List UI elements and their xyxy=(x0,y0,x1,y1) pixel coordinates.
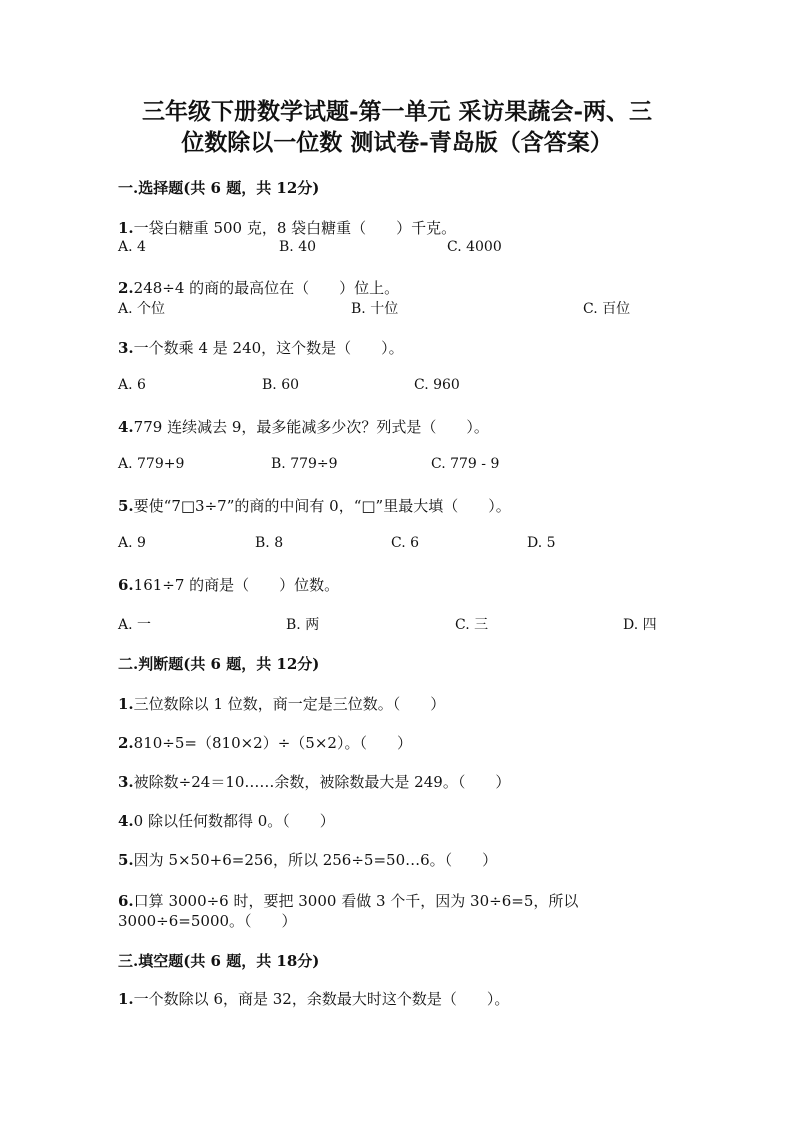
question-text: 779 连续减去 9，最多能减多少次？列式是（ ）。 xyxy=(133,418,489,436)
option-a: A. 779+9 xyxy=(118,456,185,472)
question-number: 1. xyxy=(118,990,134,1008)
section-heading-judgement: 二.判断题(共 6 题，共 12分) xyxy=(118,655,320,673)
question-text: 810÷5=（810×2）÷（5×2）。（ ） xyxy=(133,734,412,752)
question-judgement-3 xyxy=(118,771,510,792)
question-number: 1. xyxy=(118,219,134,237)
question-text: 一个数乘 4 是 240，这个数是（ ）。 xyxy=(133,339,404,357)
option-b: B. 十位 xyxy=(351,301,399,317)
question-text: 三位数除以 1 位数，商一定是三位数。（ ） xyxy=(133,695,446,713)
question-judgement-6 xyxy=(118,890,578,911)
question-text: 口算 3000÷6 时，要把 3000 看做 3 个千，因为 30÷6=5，所以 xyxy=(133,892,579,910)
question-number: 6. xyxy=(118,892,134,910)
option-a: A. 4 xyxy=(118,239,146,255)
question-choice-6 xyxy=(118,574,339,595)
option-a: A. 6 xyxy=(118,377,146,393)
section-heading-fill: 三.填空题(共 6 题，共 18分) xyxy=(118,952,320,970)
question-number: 6. xyxy=(118,576,134,594)
question-text: 要使“7□3÷7”的商的中间有 0，“□”里最大填（ ）。 xyxy=(133,497,511,515)
question-number: 4. xyxy=(118,418,134,436)
question-judgement-4 xyxy=(118,810,335,831)
option-a: A. 一 xyxy=(118,617,152,633)
question-number: 4. xyxy=(118,812,134,830)
option-c: C. 6 xyxy=(391,535,420,551)
option-c: C. 4000 xyxy=(447,239,502,255)
question-judgement-2 xyxy=(118,732,412,753)
question-number: 3. xyxy=(118,773,134,791)
question-choice-5 xyxy=(118,495,511,516)
question-number: 1. xyxy=(118,695,134,713)
question-number: 2. xyxy=(118,279,134,297)
option-d: D. 5 xyxy=(527,535,556,551)
option-d: D. 四 xyxy=(623,617,657,633)
question-choice-2 xyxy=(118,277,399,298)
question-fill-1 xyxy=(118,988,509,1009)
question-choice-4 xyxy=(118,416,489,437)
exam-title-line-2: 位数除以一位数 测试卷-青岛版（含答案） xyxy=(181,129,613,156)
option-a: A. 个位 xyxy=(118,301,166,317)
question-text: 被除数÷24＝10……余数，被除数最大是 249。（ ） xyxy=(133,773,511,791)
question-text: 161÷7 的商是（ ）位数。 xyxy=(133,576,340,594)
option-c: C. 百位 xyxy=(583,301,631,317)
option-b: B. 60 xyxy=(262,377,300,393)
question-number: 5. xyxy=(118,497,134,515)
question-text: 248÷4 的商的最高位在（ ）位上。 xyxy=(133,279,400,297)
question-text: 一袋白糖重 500 克，8 袋白糖重（ ）千克。 xyxy=(133,219,457,237)
question-judgement-5 xyxy=(118,849,497,870)
option-b: B. 8 xyxy=(255,535,284,551)
question-text: 因为 5×50+6=256，所以 256÷5=50…6。（ ） xyxy=(133,851,498,869)
option-a: A. 9 xyxy=(118,535,146,551)
question-number: 2. xyxy=(118,734,134,752)
option-c: C. 779 - 9 xyxy=(431,456,500,472)
question-choice-1 xyxy=(118,217,456,238)
section-heading-choice: 一.选择题(共 6 题，共 12分) xyxy=(118,179,320,197)
option-b: B. 两 xyxy=(286,617,320,633)
option-c: C. 三 xyxy=(455,617,489,633)
question-number: 5. xyxy=(118,851,134,869)
question-judgement-1 xyxy=(118,693,445,714)
option-b: B. 779÷9 xyxy=(271,456,338,472)
question-choice-3 xyxy=(118,337,404,358)
question-text: 0 除以任何数都得 0。（ ） xyxy=(133,812,335,830)
question-text: 一个数除以 6，商是 32，余数最大时这个数是（ ）。 xyxy=(133,990,510,1008)
exam-title-line-1: 三年级下册数学试题-第一单元 采访果蔬会-两、三 xyxy=(141,98,653,125)
question-judgement-6-continued: 3000÷6=5000。（ ） xyxy=(118,912,297,930)
question-number: 3. xyxy=(118,339,134,357)
option-c: C. 960 xyxy=(414,377,460,393)
option-b: B. 40 xyxy=(279,239,317,255)
